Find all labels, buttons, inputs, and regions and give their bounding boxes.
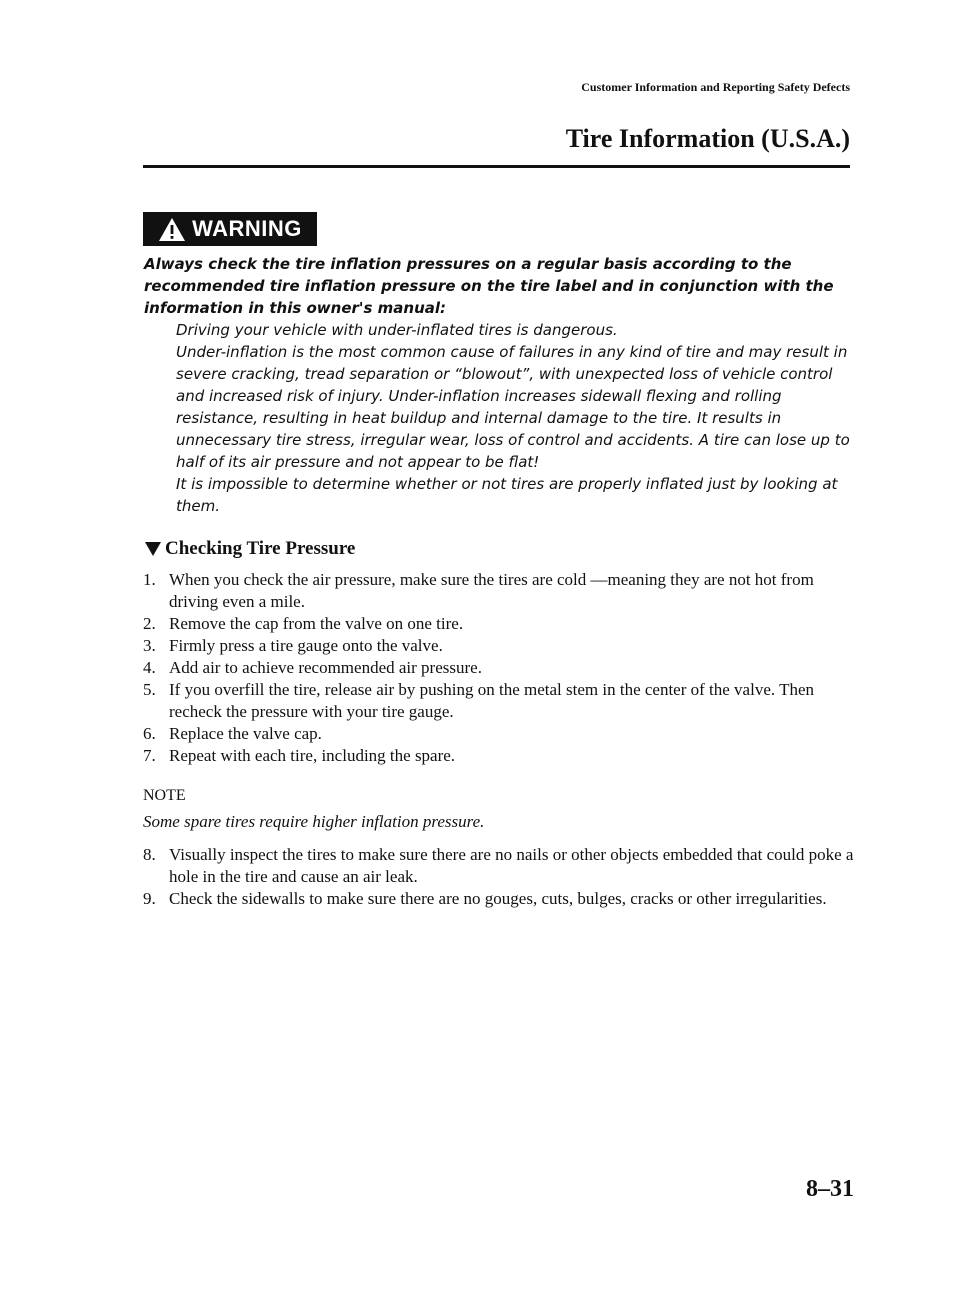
step-number: 9. [143,889,156,908]
step-number: 7. [143,746,156,765]
step-number: 2. [143,614,156,633]
step-text: Add air to achieve recommended air pressure. [169,658,482,677]
warning-detail: Under-inflation is the most common cause of failures in any kind of tire and may result in severe cracking, tread separation or “blowout”, with unexpected loss of vehicle control and increased risk of injury. Under-inflation increases sidewall flexing and rolling resistance, resulting in heat buildup and internal damage to the tire. It results in unnecessary tire stress, irregular wear, loss of control and accidents. A tire can lose up to half of its air pressure and not appear to be flat! [176,343,850,471]
step-number: 1. [143,570,156,589]
warning-detail: Driving your vehicle with under-inflated tires is dangerous. [176,321,618,339]
list-item [143,844,855,888]
warning-label: WARNING [192,216,302,241]
step-number: 4. [143,658,156,677]
step-number: 6. [143,724,156,743]
warning-triangle-icon [158,217,186,242]
note-label: NOTE [143,787,186,804]
step-text: Replace the valve cap. [169,724,322,743]
steps-list-continued [143,844,855,910]
list-item [143,745,855,767]
warning-body [144,253,854,517]
steps-list [143,569,855,767]
warning-detail: It is impossible to determine whether or not tires are properly inflated just by looking at them. [176,475,838,515]
note-text: Some spare tires require higher inflation pressure. [143,812,485,831]
list-item [143,679,855,723]
step-number: 3. [143,636,156,655]
warning-badge [143,212,317,246]
list-item [143,888,855,910]
list-item [143,569,855,613]
warning-lead: Always check the tire inflation pressures on a regular basis according to the recommended tire inflation pressure on the tire label and in conjunction with the information in this owner's manual: [144,255,834,317]
step-number: 8. [143,845,156,864]
header-divider [143,165,850,168]
section-heading-text: Checking Tire Pressure [165,538,356,559]
step-text: Visually inspect the tires to make sure there are no nails or other objects embedded that could poke a hole in the tire and cause an air leak. [169,845,854,886]
step-text: Remove the cap from the valve on one tire. [169,614,464,633]
list-item [143,723,855,745]
chapter-title: Customer Information and Reporting Safety Defects [581,80,850,94]
page-number: 8–31 [806,1176,854,1202]
step-number: 5. [143,680,156,699]
step-text: Repeat with each tire, including the spare. [169,746,456,765]
step-text: Firmly press a tire gauge onto the valve. [169,636,443,655]
list-item [143,635,855,657]
step-text: When you check the air pressure, make sure the tires are cold —meaning they are not hot from driving even a mile. [169,570,814,611]
section-heading [143,538,355,560]
step-text: If you overfill the tire, release air by pushing on the metal stem in the center of the valve. Then recheck the pressure with your tire gauge. [169,680,814,721]
page-title: Tire Information (U.S.A.) [565,124,850,153]
list-item [143,613,855,635]
step-text: Check the sidewalls to make sure there are no gouges, cuts, bulges, cracks or other irregularities. [169,889,827,908]
list-item [143,657,855,679]
triangle-down-icon [143,540,163,558]
